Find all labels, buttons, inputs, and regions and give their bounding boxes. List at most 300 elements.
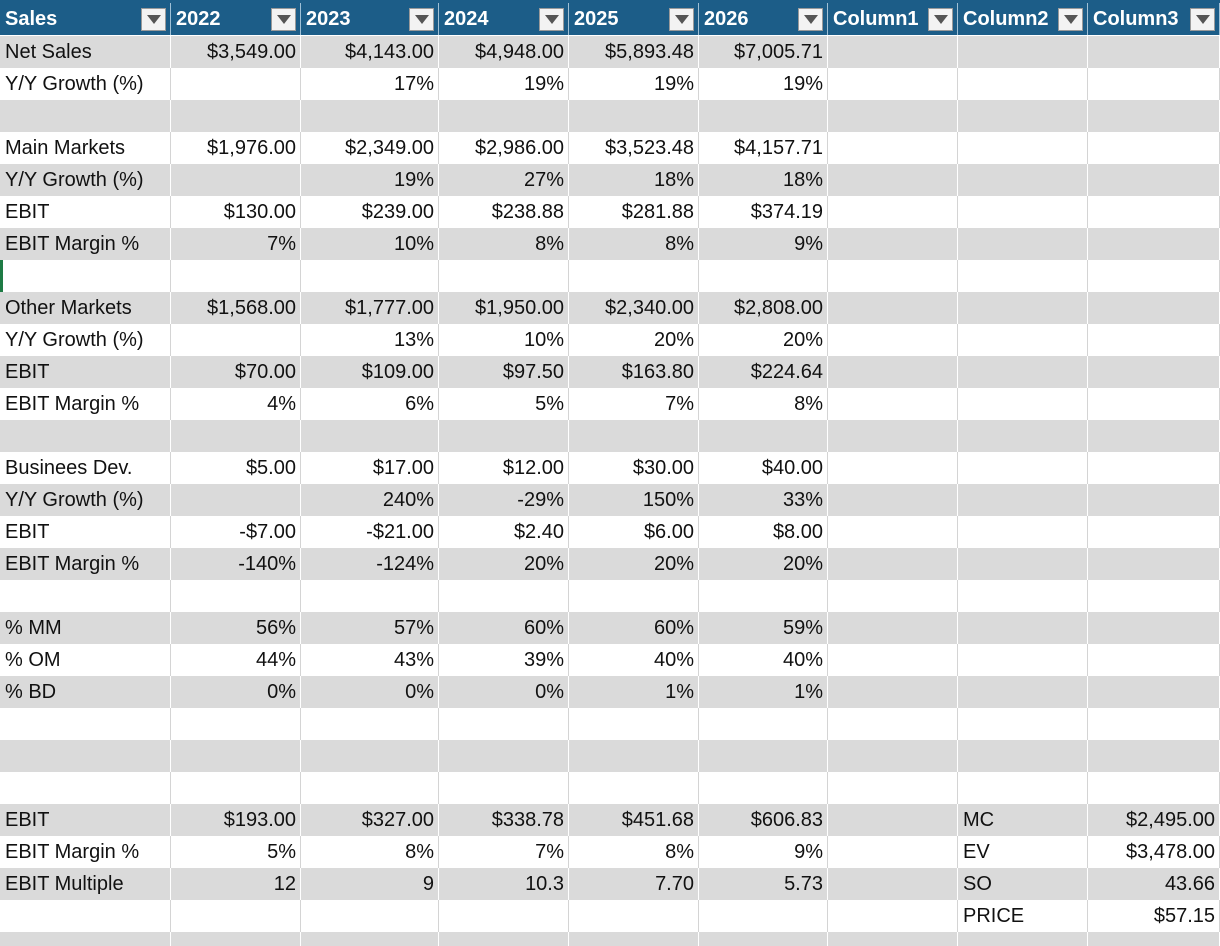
row-label-cell[interactable]: % BD	[0, 676, 171, 708]
table-cell[interactable]: $5.00	[171, 452, 301, 484]
table-cell[interactable]	[958, 68, 1088, 100]
table-cell[interactable]	[828, 164, 958, 196]
table-cell[interactable]	[439, 900, 569, 932]
table-cell[interactable]	[1088, 68, 1220, 100]
dropdown-arrow-icon[interactable]	[798, 8, 823, 31]
table-cell[interactable]	[171, 580, 301, 612]
table-row	[0, 452, 1220, 484]
table-cell[interactable]	[958, 932, 1088, 946]
table-cell[interactable]: 7.70	[569, 868, 699, 900]
table-cell[interactable]	[439, 708, 569, 740]
table-cell[interactable]	[828, 100, 958, 132]
table-cell[interactable]	[699, 100, 828, 132]
table-cell[interactable]: 150%	[569, 484, 699, 516]
dropdown-arrow-icon[interactable]	[1058, 8, 1083, 31]
row-label-cell[interactable]: EBIT	[0, 356, 171, 388]
table-cell[interactable]	[828, 484, 958, 516]
table-cell[interactable]	[1088, 100, 1220, 132]
table-cell[interactable]	[569, 900, 699, 932]
row-label-cell[interactable]	[0, 260, 171, 292]
table-cell[interactable]	[699, 260, 828, 292]
table-cell[interactable]	[1088, 196, 1220, 228]
table-cell[interactable]	[828, 420, 958, 452]
table-cell[interactable]: 27%	[439, 164, 569, 196]
table-cell[interactable]: $3,523.48	[569, 132, 699, 164]
table-cell[interactable]: $1,777.00	[301, 292, 439, 324]
row-label-cell[interactable]	[0, 740, 171, 772]
row-label-cell[interactable]: Y/Y Growth (%)	[0, 164, 171, 196]
table-cell[interactable]: -$7.00	[171, 516, 301, 548]
table-cell[interactable]: 240%	[301, 484, 439, 516]
table-cell[interactable]: 8%	[569, 836, 699, 868]
row-label-cell[interactable]	[0, 580, 171, 612]
table-cell[interactable]: $7,005.71	[699, 36, 828, 68]
table-cell[interactable]	[569, 580, 699, 612]
table-cell[interactable]: $6.00	[569, 516, 699, 548]
table-cell[interactable]: -$21.00	[301, 516, 439, 548]
table-cell[interactable]: 10%	[439, 324, 569, 356]
table-cell[interactable]	[171, 484, 301, 516]
table-cell[interactable]	[958, 708, 1088, 740]
row-label-cell[interactable]: EBIT	[0, 196, 171, 228]
table-cell[interactable]: $57.15	[1088, 900, 1220, 932]
table-cell[interactable]: $12.00	[439, 452, 569, 484]
column-header-5[interactable]	[569, 3, 699, 35]
row-label-cell[interactable]	[0, 100, 171, 132]
table-cell[interactable]	[301, 260, 439, 292]
table-cell[interactable]	[439, 932, 569, 946]
table-cell[interactable]: 44%	[171, 644, 301, 676]
table-cell[interactable]	[958, 772, 1088, 804]
table-cell[interactable]: 1%	[569, 676, 699, 708]
row-label-cell[interactable]: % OM	[0, 644, 171, 676]
row-label-cell[interactable]	[0, 900, 171, 932]
table-cell[interactable]: 20%	[569, 548, 699, 580]
table-cell[interactable]	[1088, 708, 1220, 740]
table-cell[interactable]	[958, 420, 1088, 452]
table-cell[interactable]	[171, 164, 301, 196]
table-row	[0, 676, 1220, 708]
row-label-cell[interactable]	[0, 932, 171, 946]
table-cell[interactable]	[828, 388, 958, 420]
table-cell[interactable]: 8%	[699, 388, 828, 420]
table-cell[interactable]	[569, 708, 699, 740]
table-cell[interactable]	[699, 708, 828, 740]
table-cell[interactable]	[958, 580, 1088, 612]
table-cell[interactable]	[171, 740, 301, 772]
table-cell[interactable]	[301, 420, 439, 452]
table-cell[interactable]: 33%	[699, 484, 828, 516]
table-cell[interactable]	[569, 932, 699, 946]
table-cell[interactable]	[1088, 260, 1220, 292]
table-cell[interactable]: $374.19	[699, 196, 828, 228]
column-header-2[interactable]	[171, 3, 301, 35]
table-cell[interactable]: $224.64	[699, 356, 828, 388]
table-row	[0, 932, 1220, 946]
table-row	[0, 580, 1220, 612]
table-cell[interactable]: 60%	[569, 612, 699, 644]
table-cell[interactable]: $338.78	[439, 804, 569, 836]
table-cell[interactable]: 9%	[699, 228, 828, 260]
table-cell[interactable]: 4%	[171, 388, 301, 420]
table-cell[interactable]	[569, 100, 699, 132]
table-cell[interactable]	[958, 452, 1088, 484]
table-cell[interactable]: 0%	[171, 676, 301, 708]
table-cell[interactable]	[958, 484, 1088, 516]
table-cell[interactable]	[439, 772, 569, 804]
table-cell[interactable]: $2,340.00	[569, 292, 699, 324]
table-cell[interactable]: $1,976.00	[171, 132, 301, 164]
table-cell[interactable]	[1088, 452, 1220, 484]
table-cell[interactable]	[828, 612, 958, 644]
table-cell[interactable]	[1088, 324, 1220, 356]
table-cell[interactable]: $4,143.00	[301, 36, 439, 68]
table-cell[interactable]: 60%	[439, 612, 569, 644]
table-row	[0, 68, 1220, 100]
table-cell[interactable]: $193.00	[171, 804, 301, 836]
row-label-cell[interactable]: Y/Y Growth (%)	[0, 484, 171, 516]
table-cell[interactable]	[828, 516, 958, 548]
table-cell[interactable]: $40.00	[699, 452, 828, 484]
table-cell[interactable]	[1088, 132, 1220, 164]
row-label-cell[interactable]: EBIT Margin %	[0, 548, 171, 580]
table-cell[interactable]	[171, 900, 301, 932]
table-cell[interactable]	[301, 772, 439, 804]
table-cell[interactable]	[171, 68, 301, 100]
table-cell[interactable]: $238.88	[439, 196, 569, 228]
table-cell[interactable]: 1%	[699, 676, 828, 708]
table-row	[0, 100, 1220, 132]
column-header-label: Column1	[833, 7, 919, 30]
table-row	[0, 868, 1220, 900]
table-cell[interactable]	[958, 644, 1088, 676]
column-header-7[interactable]	[828, 3, 958, 35]
table-cell[interactable]: 19%	[569, 68, 699, 100]
column-header-8[interactable]	[958, 3, 1088, 35]
table-cell[interactable]: $1,950.00	[439, 292, 569, 324]
row-label-cell[interactable]: Y/Y Growth (%)	[0, 68, 171, 100]
table-cell[interactable]: 10%	[301, 228, 439, 260]
row-label-cell[interactable]: Other Markets	[0, 292, 171, 324]
table-cell[interactable]: $2,349.00	[301, 132, 439, 164]
row-label-cell[interactable]	[0, 708, 171, 740]
table-row	[0, 836, 1220, 868]
table-cell[interactable]	[1088, 612, 1220, 644]
table-cell[interactable]	[958, 356, 1088, 388]
table-cell[interactable]: $327.00	[301, 804, 439, 836]
table-cell[interactable]	[171, 420, 301, 452]
table-cell[interactable]	[828, 132, 958, 164]
table-cell[interactable]: -29%	[439, 484, 569, 516]
table-cell[interactable]: 18%	[569, 164, 699, 196]
table-cell[interactable]	[699, 420, 828, 452]
table-cell[interactable]	[828, 68, 958, 100]
table-cell[interactable]: $3,478.00	[1088, 836, 1220, 868]
table-cell[interactable]	[958, 612, 1088, 644]
row-label-cell[interactable]: EBIT Margin %	[0, 836, 171, 868]
table-cell[interactable]: $4,157.71	[699, 132, 828, 164]
table-cell[interactable]: 9	[301, 868, 439, 900]
column-header-6[interactable]	[699, 3, 828, 35]
table-cell[interactable]: $606.83	[699, 804, 828, 836]
table-cell[interactable]	[958, 196, 1088, 228]
table-row	[0, 388, 1220, 420]
table-cell[interactable]	[828, 772, 958, 804]
table-cell[interactable]	[1088, 228, 1220, 260]
table-cell[interactable]	[301, 932, 439, 946]
table-cell[interactable]	[958, 388, 1088, 420]
table-cell[interactable]: $2,808.00	[699, 292, 828, 324]
table-cell[interactable]	[1088, 548, 1220, 580]
table-cell[interactable]: 8%	[569, 228, 699, 260]
table-cell[interactable]	[828, 932, 958, 946]
table-cell[interactable]	[439, 260, 569, 292]
table-cell[interactable]	[171, 260, 301, 292]
table-cell[interactable]	[958, 164, 1088, 196]
table-cell[interactable]	[699, 900, 828, 932]
table-row	[0, 356, 1220, 388]
table-cell[interactable]	[171, 932, 301, 946]
table-cell[interactable]: $97.50	[439, 356, 569, 388]
table-cell[interactable]: 43.66	[1088, 868, 1220, 900]
column-header-4[interactable]	[439, 3, 569, 35]
table-cell[interactable]: -140%	[171, 548, 301, 580]
table-cell[interactable]	[828, 580, 958, 612]
table-cell[interactable]	[958, 292, 1088, 324]
table-cell[interactable]: 19%	[301, 164, 439, 196]
table-cell[interactable]: 0%	[301, 676, 439, 708]
column-header-3[interactable]	[301, 3, 439, 35]
dropdown-arrow-icon[interactable]	[1190, 8, 1215, 31]
table-cell[interactable]: $239.00	[301, 196, 439, 228]
table-cell[interactable]: 43%	[301, 644, 439, 676]
table-cell[interactable]	[439, 740, 569, 772]
table-cell[interactable]: 40%	[569, 644, 699, 676]
column-header-9[interactable]	[1088, 3, 1220, 35]
table-cell[interactable]: $109.00	[301, 356, 439, 388]
table-cell[interactable]: 56%	[171, 612, 301, 644]
table-cell[interactable]	[958, 228, 1088, 260]
table-cell[interactable]	[1088, 772, 1220, 804]
table-cell[interactable]: 39%	[439, 644, 569, 676]
table-cell[interactable]: 5%	[171, 836, 301, 868]
table-cell[interactable]: MC	[958, 804, 1088, 836]
column-header-label: Column3	[1093, 7, 1179, 30]
table-cell[interactable]	[958, 132, 1088, 164]
table-cell[interactable]: 7%	[569, 388, 699, 420]
table-cell[interactable]: 20%	[569, 324, 699, 356]
row-label-cell[interactable]	[0, 420, 171, 452]
table-cell[interactable]	[1088, 644, 1220, 676]
table-cell[interactable]: $5,893.48	[569, 36, 699, 68]
table-cell[interactable]	[699, 740, 828, 772]
table-cell[interactable]: $163.80	[569, 356, 699, 388]
table-cell[interactable]	[828, 196, 958, 228]
table-cell[interactable]	[828, 548, 958, 580]
table-cell[interactable]: 10.3	[439, 868, 569, 900]
table-cell[interactable]	[1088, 580, 1220, 612]
table-cell[interactable]	[171, 772, 301, 804]
table-cell[interactable]: 0%	[439, 676, 569, 708]
dropdown-arrow-icon[interactable]	[539, 8, 564, 31]
table-cell[interactable]: 5%	[439, 388, 569, 420]
row-label-cell[interactable]: Main Markets	[0, 132, 171, 164]
table-cell[interactable]	[958, 676, 1088, 708]
table-cell[interactable]: $130.00	[171, 196, 301, 228]
table-cell[interactable]: 13%	[301, 324, 439, 356]
table-cell[interactable]	[699, 580, 828, 612]
table-cell[interactable]: PRICE	[958, 900, 1088, 932]
table-cell[interactable]: $281.88	[569, 196, 699, 228]
table-row	[0, 772, 1220, 804]
table-cell[interactable]	[828, 644, 958, 676]
table-cell[interactable]	[828, 836, 958, 868]
table-cell[interactable]	[699, 772, 828, 804]
table-cell[interactable]	[1088, 388, 1220, 420]
table-cell[interactable]: 9%	[699, 836, 828, 868]
table-cell[interactable]: 8%	[439, 228, 569, 260]
table-cell[interactable]: 57%	[301, 612, 439, 644]
column-header-1[interactable]	[0, 3, 171, 35]
table-cell[interactable]	[569, 420, 699, 452]
dropdown-arrow-icon[interactable]	[271, 8, 296, 31]
row-label-cell[interactable]: Businees Dev.	[0, 452, 171, 484]
table-cell[interactable]: 19%	[699, 68, 828, 100]
table-cell[interactable]: 6%	[301, 388, 439, 420]
row-label-cell[interactable]: EBIT	[0, 804, 171, 836]
table-cell[interactable]	[958, 100, 1088, 132]
table-cell[interactable]	[301, 580, 439, 612]
row-label-cell[interactable]: % MM	[0, 612, 171, 644]
table-cell[interactable]	[828, 292, 958, 324]
table-cell[interactable]: 7%	[439, 836, 569, 868]
table-cell[interactable]	[439, 580, 569, 612]
table-cell[interactable]	[569, 772, 699, 804]
table-cell[interactable]	[828, 228, 958, 260]
dropdown-arrow-icon[interactable]	[141, 8, 166, 31]
table-cell[interactable]	[828, 356, 958, 388]
table-cell[interactable]: SO	[958, 868, 1088, 900]
table-cell[interactable]: $2,986.00	[439, 132, 569, 164]
table-cell[interactable]	[828, 260, 958, 292]
table-row	[0, 644, 1220, 676]
table-cell[interactable]	[569, 740, 699, 772]
table-cell[interactable]	[828, 900, 958, 932]
table-cell[interactable]	[569, 260, 699, 292]
table-cell[interactable]: 7%	[171, 228, 301, 260]
table-cell[interactable]: $451.68	[569, 804, 699, 836]
table-cell[interactable]	[958, 36, 1088, 68]
row-label-cell[interactable]: EBIT Margin %	[0, 228, 171, 260]
table-cell[interactable]	[1088, 164, 1220, 196]
table-cell[interactable]	[828, 676, 958, 708]
column-header-label: 2026	[704, 7, 749, 30]
dropdown-arrow-icon[interactable]	[409, 8, 434, 31]
table-cell[interactable]: 19%	[439, 68, 569, 100]
table-cell[interactable]	[301, 740, 439, 772]
table-cell[interactable]	[301, 708, 439, 740]
row-label-cell[interactable]: Net Sales	[0, 36, 171, 68]
table-cell[interactable]	[958, 324, 1088, 356]
table-cell[interactable]	[171, 708, 301, 740]
table-cell[interactable]: 20%	[699, 324, 828, 356]
table-cell[interactable]	[301, 900, 439, 932]
table-cell[interactable]	[828, 452, 958, 484]
table-cell[interactable]	[439, 100, 569, 132]
row-label-cell[interactable]: EBIT Multiple	[0, 868, 171, 900]
dropdown-arrow-icon[interactable]	[928, 8, 953, 31]
table-cell[interactable]	[1088, 292, 1220, 324]
table-cell[interactable]	[828, 740, 958, 772]
table-row	[0, 900, 1220, 932]
table-cell[interactable]: $70.00	[171, 356, 301, 388]
table-cell[interactable]: $3,549.00	[171, 36, 301, 68]
table-cell[interactable]: 18%	[699, 164, 828, 196]
table-cell[interactable]	[1088, 36, 1220, 68]
table-cell[interactable]	[1088, 420, 1220, 452]
table-cell[interactable]	[828, 804, 958, 836]
table-cell[interactable]	[828, 36, 958, 68]
table-cell[interactable]	[1088, 356, 1220, 388]
table-cell[interactable]: EV	[958, 836, 1088, 868]
table-cell[interactable]: $8.00	[699, 516, 828, 548]
table-row	[0, 612, 1220, 644]
table-cell[interactable]	[1088, 932, 1220, 946]
table-cell[interactable]	[958, 260, 1088, 292]
table-cell[interactable]	[1088, 740, 1220, 772]
table-cell[interactable]: 5.73	[699, 868, 828, 900]
row-label-cell[interactable]: Y/Y Growth (%)	[0, 324, 171, 356]
table-cell[interactable]	[828, 324, 958, 356]
table-cell[interactable]: $4,948.00	[439, 36, 569, 68]
table-cell[interactable]	[439, 420, 569, 452]
table-cell[interactable]	[1088, 676, 1220, 708]
table-cell[interactable]	[171, 100, 301, 132]
row-label-cell[interactable]: EBIT	[0, 516, 171, 548]
table-cell[interactable]: -124%	[301, 548, 439, 580]
table-cell[interactable]: $30.00	[569, 452, 699, 484]
table-row	[0, 164, 1220, 196]
table-cell[interactable]: 20%	[439, 548, 569, 580]
table-cell[interactable]: $2.40	[439, 516, 569, 548]
table-cell[interactable]	[1088, 516, 1220, 548]
table-cell[interactable]	[828, 868, 958, 900]
column-header-label: Column2	[963, 7, 1049, 30]
table-cell[interactable]	[828, 708, 958, 740]
table-cell[interactable]: 20%	[699, 548, 828, 580]
table-cell[interactable]	[171, 324, 301, 356]
table-cell[interactable]: 40%	[699, 644, 828, 676]
table-cell[interactable]: 8%	[301, 836, 439, 868]
table-cell[interactable]	[1088, 484, 1220, 516]
table-row	[0, 740, 1220, 772]
table-cell[interactable]	[958, 548, 1088, 580]
table-cell[interactable]: $17.00	[301, 452, 439, 484]
table-cell[interactable]	[699, 932, 828, 946]
table-cell[interactable]	[301, 100, 439, 132]
table-cell[interactable]	[958, 740, 1088, 772]
table-cell[interactable]: 59%	[699, 612, 828, 644]
dropdown-arrow-icon[interactable]	[669, 8, 694, 31]
table-cell[interactable]: 12	[171, 868, 301, 900]
column-header-label: 2023	[306, 7, 351, 30]
table-cell[interactable]: $1,568.00	[171, 292, 301, 324]
table-cell[interactable]: 17%	[301, 68, 439, 100]
row-label-cell[interactable]: EBIT Margin %	[0, 388, 171, 420]
row-label-cell[interactable]	[0, 772, 171, 804]
table-cell[interactable]	[958, 516, 1088, 548]
table-cell[interactable]: $2,495.00	[1088, 804, 1220, 836]
